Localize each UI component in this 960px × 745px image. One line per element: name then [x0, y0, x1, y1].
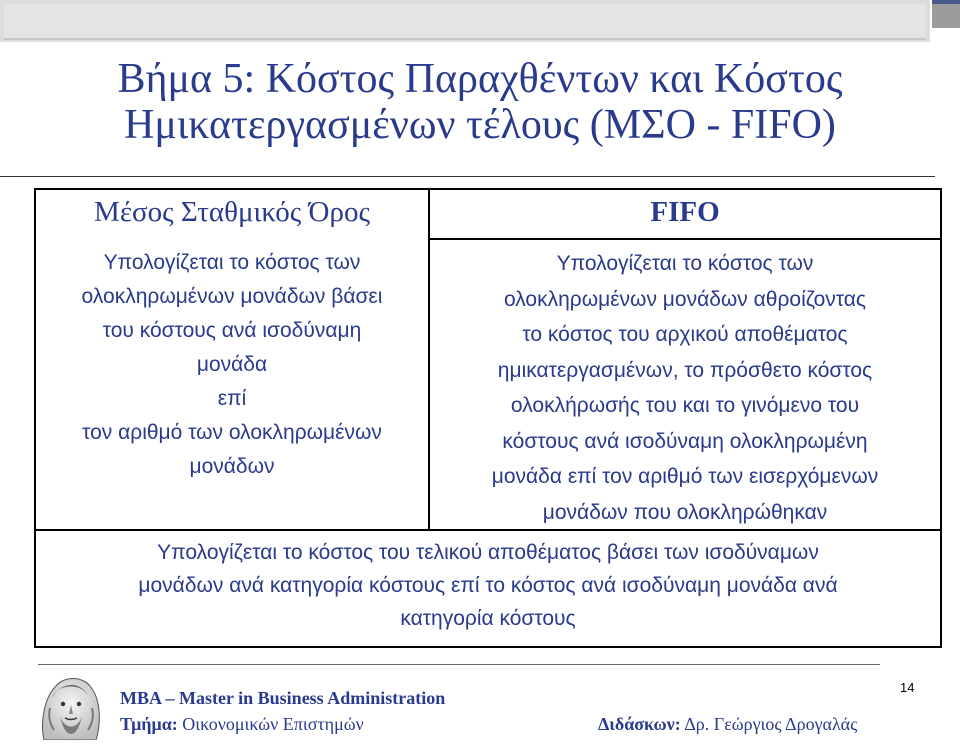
- ending-inventory-line: μονάδων ανά κατηγορία κόστους επί το κόστος ανά ισοδύναμη μονάδα ανά: [138, 574, 838, 597]
- philosopher-bust-icon: [30, 668, 110, 740]
- department-line: [120, 714, 364, 735]
- top-corner-accent: [932, 0, 960, 4]
- weighted-average-line: ολοκληρωμένων μονάδων βάσει: [81, 285, 383, 308]
- title-divider: [0, 176, 935, 177]
- teacher-value: Δρ. Γεώργιος Δρογαλάς: [680, 714, 858, 734]
- fifo-line: ολοκληρωμένων μονάδων αθροίζοντας: [503, 287, 867, 311]
- top-decorative-bar: [0, 0, 960, 42]
- weighted-average-line: του κόστους ανά ισοδύναμη: [102, 319, 362, 342]
- fifo-line: ημικατεργασμένων, το πρόσθετο κόστος: [497, 358, 873, 382]
- department-value: Οικονομικών Επιστημών: [177, 714, 364, 734]
- weighted-average-header: Μέσος Σταθμικός Όρος: [94, 196, 370, 228]
- department-label: Τμήμα:: [120, 714, 178, 734]
- fifo-line: μονάδα επί τον αριθμό των εισερχόμενων: [491, 465, 879, 488]
- weighted-average-line: μονάδων: [189, 455, 275, 478]
- ending-inventory-line: κατηγορία κόστους: [400, 607, 576, 630]
- slide-title-line-2: Ημικατεργασμένων τέλους (ΜΣΟ - FIFO): [124, 102, 836, 148]
- top-corner-block: [932, 0, 960, 28]
- fifo-line: το κόστος του αρχικού αποθέματος: [522, 323, 848, 346]
- ending-inventory-description: [36, 536, 940, 635]
- weighted-average-line: τον αριθμό των ολοκληρωμένων: [82, 421, 382, 444]
- weighted-average-line: επί: [217, 387, 247, 410]
- weighted-average-line: Υπολογίζεται το κόστος των: [103, 251, 361, 274]
- page-number: 14: [900, 680, 915, 695]
- weighted-average-description: [42, 246, 422, 484]
- program-name: MBA – Master in Business Administration: [120, 688, 446, 708]
- top-band-inner: [4, 4, 926, 40]
- fifo-header: FIFO: [650, 196, 720, 228]
- footer-divider: [38, 664, 880, 665]
- table-header-divider: [430, 238, 940, 240]
- teacher-line: [598, 714, 857, 735]
- fifo-line: μονάδων που ολοκληρώθηκαν: [542, 500, 828, 524]
- fifo-line: ολοκλήρωσής του και το γινόμενο του: [510, 394, 860, 417]
- weighted-average-line: μονάδα: [196, 353, 268, 376]
- slide-title-line-1: Βήμα 5: Κόστος Παραχθέντων και Κόστος: [117, 56, 843, 102]
- teacher-label: Διδάσκων:: [598, 714, 681, 734]
- fifo-line: κόστους ανά ισοδύναμη ολοκληρωμένη: [502, 429, 868, 453]
- ending-inventory-line: Υπολογίζεται το κόστος του τελικού αποθέματος βάσει των ισοδύναμων: [157, 541, 819, 564]
- slide-title: [40, 56, 920, 148]
- fifo-line: Υπολογίζεται το κόστος των: [556, 252, 814, 275]
- comparison-table: [34, 188, 942, 648]
- fifo-description: [430, 246, 940, 530]
